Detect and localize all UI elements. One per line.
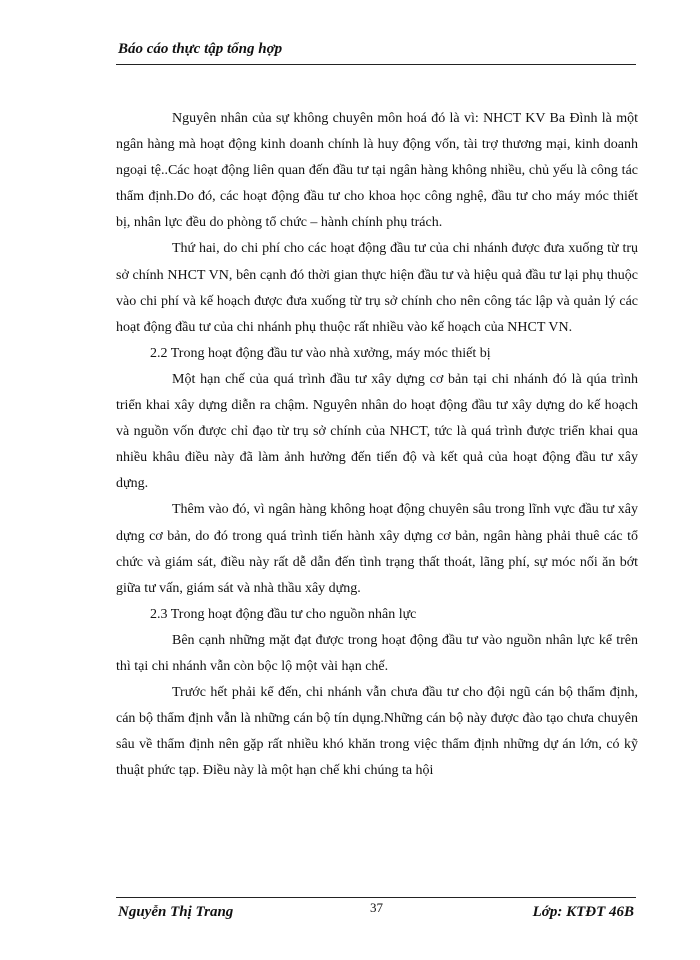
paragraph: Nguyên nhân của sự không chuyên môn hoá đó là vì: NHCT KV Ba Đình là một ngân hàng mà hoạt động kinh doanh chính là huy động vốn, tài trợ thương mại, kinh doanh ngoại tệ..Các hoạt động liên quan đến đầu tư tại ngân hàng không nhiều, chủ yếu là công tác thẩm định.Do đó, các hoạt động đầu tư cho khoa học công nghệ, đầu tư cho máy móc thiết bị, nhân lực đều do phòng tổ chức – hành chính phụ trách. — [116, 111, 638, 231]
footer-class: Lớp: KTĐT 46B — [532, 904, 634, 920]
header-title: Báo cáo thực tập tổng hợp — [118, 41, 283, 57]
paragraph: Thêm vào đó, vì ngân hàng không hoạt động chuyên sâu trong lĩnh vực đầu tư xây dựng cơ bản, do đó trong quá trình tiến hành xây dựng cơ bản, ngân hàng phải thuê các tổ chức và giám sát, điều này rất dễ dẫn đến tình trạng thất thoát, lãng phí, sự móc nối ăn bớt giữa tư vấn, giám sát và nhà thầu xây dựng. — [116, 502, 638, 596]
paragraph: Thứ hai, do chi phí cho các hoạt động đầu tư của chi nhánh được đưa xuống từ trụ sở chính NHCT VN, bên cạnh đó thời gian thực hiện đầu tư và hiệu quả đầu tư lại phụ thuộc vào chi phí và kế hoạch được đưa xuống từ trụ sở chính cho nên công tác lập và quản lý các hoạt động đầu tư của chi nhánh phụ thuộc rất nhiều vào kế hoạch của NHCT VN. — [116, 241, 638, 335]
paragraph: Trước hết phải kể đến, chi nhánh vẫn chưa đầu tư cho đội ngũ cán bộ thẩm định, cán bộ thẩm định vẫn là những cán bộ tín dụng.Những cán bộ này được đào tạo chưa chuyên sâu về thẩm định nên gặp rất nhiều khó khăn trong việc thẩm định những dự án lớn, có kỹ thuật phức tạp. Điều này là một hạn chế khi chúng ta hội — [116, 685, 638, 779]
paragraph: Bên cạnh những mặt đạt được trong hoạt động đầu tư vào nguồn nhân lực kể trên thì tại chi nhánh vẫn còn bộc lộ một vài hạn chế. — [116, 632, 638, 674]
body-text — [116, 106, 638, 784]
section-heading: 2.2 Trong hoạt động đầu tư vào nhà xưởng, máy móc thiết bị — [150, 345, 491, 361]
paragraph: Một hạn chế của quá trình đầu tư xây dựng cơ bản tại chi nhánh đó là qúa trình triển khai xây dựng diễn ra chậm. Nguyên nhân do hoạt động đầu tư xây dựng do kế hoạch và nguồn vốn được chỉ đạo từ trụ sở chính của NHCT, tức là quá trình được triển khai qua nhiều khâu điều này đã làm ảnh hưởng đến tiến độ và kết quả của hoạt động đầu tư xây dựng. — [116, 371, 638, 492]
page-number: 37 — [370, 900, 383, 915]
page-footer — [116, 897, 636, 928]
page-header — [116, 38, 636, 65]
footer-author: Nguyễn Thị Trang — [118, 904, 234, 920]
section-heading: 2.3 Trong hoạt động đầu tư cho nguồn nhân lực — [150, 606, 417, 622]
